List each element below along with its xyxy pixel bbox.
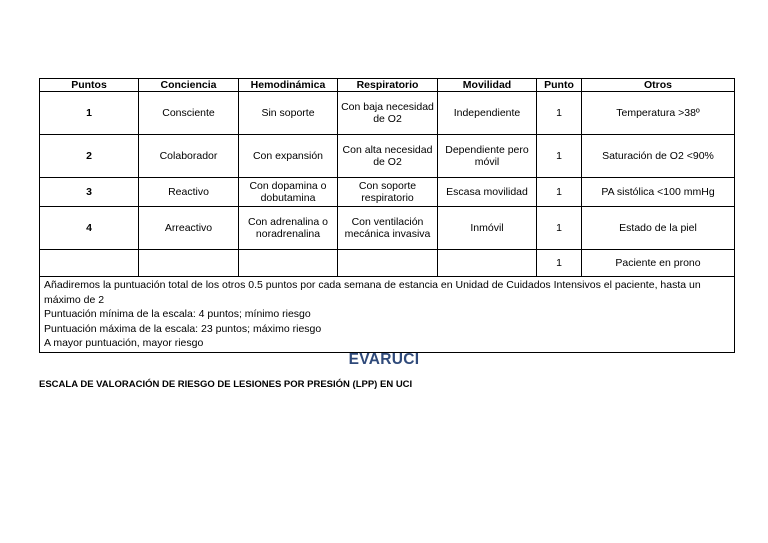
- header-otros: Otros: [582, 79, 735, 92]
- cell-conciencia: Reactivo: [139, 178, 239, 207]
- header-movilidad: Movilidad: [438, 79, 537, 92]
- table-row: [40, 250, 735, 277]
- table-header-row: [40, 79, 735, 92]
- cell-puntos: 1: [40, 92, 139, 135]
- notes-row: [40, 277, 735, 353]
- cell-movilidad: Dependiente pero móvil: [438, 135, 537, 178]
- cell-respiratorio: Con alta necesidad de O2: [338, 135, 438, 178]
- note-line: Puntuación máxima de la escala: 23 puntos; máximo riesgo: [44, 322, 322, 335]
- cell-puntos: 4: [40, 207, 139, 250]
- cell-otros: Temperatura >38º: [582, 92, 735, 135]
- cell-puntos: 3: [40, 178, 139, 207]
- cell-hemodinamica: Con dopamina o dobutamina: [239, 178, 338, 207]
- cell-hemodinamica: Con expansión: [239, 135, 338, 178]
- cell-otros: Paciente en prono: [582, 250, 735, 277]
- table-row: [40, 207, 735, 250]
- notes-cell: [40, 277, 735, 353]
- table-row: [40, 92, 735, 135]
- cell-punto: 1: [537, 92, 582, 135]
- cell-punto: 1: [537, 250, 582, 277]
- header-respiratorio: Respiratorio: [338, 79, 438, 92]
- cell-movilidad: Escasa movilidad: [438, 178, 537, 207]
- cell-respiratorio: Con soporte respiratorio: [338, 178, 438, 207]
- cell-respiratorio: Con baja necesidad de O2: [338, 92, 438, 135]
- table-row: [40, 178, 735, 207]
- cell-movilidad: [438, 250, 537, 277]
- note-line: Puntuación mínima de la escala: 4 puntos; mínimo riesgo: [44, 308, 311, 320]
- cell-puntos: 2: [40, 135, 139, 178]
- cell-movilidad: Independiente: [438, 92, 537, 135]
- cell-respiratorio: Con ventilación mecánica invasiva: [338, 207, 438, 250]
- cell-conciencia: Consciente: [139, 92, 239, 135]
- document-title: EVARUCI: [348, 351, 420, 368]
- cell-punto: 1: [537, 178, 582, 207]
- cell-hemodinamica: Con adrenalina o noradrenalina: [239, 207, 338, 250]
- document-subtitle: ESCALA DE VALORACIÓN DE RIESGO DE LESIONES POR PRESIÓN (LPP) EN UCI: [39, 379, 413, 390]
- cell-punto: 1: [537, 135, 582, 178]
- cell-movilidad: Inmóvil: [438, 207, 537, 250]
- cell-conciencia: Arreactivo: [139, 207, 239, 250]
- cell-otros: Saturación de O2 <90%: [582, 135, 735, 178]
- cell-hemodinamica: [239, 250, 338, 277]
- cell-conciencia: [139, 250, 239, 277]
- header-punto: Punto: [537, 79, 582, 92]
- cell-otros: PA sistólica <100 mmHg: [582, 178, 735, 207]
- cell-otros: Estado de la piel: [582, 207, 735, 250]
- cell-respiratorio: [338, 250, 438, 277]
- note-line: Añadiremos la puntuación total de los otros 0.5 puntos por cada semana de estancia en Unidad de Cuidados Intensivos el paciente, hasta un máximo de 2: [44, 279, 701, 306]
- cell-conciencia: Colaborador: [139, 135, 239, 178]
- cell-puntos: [40, 250, 139, 277]
- cell-hemodinamica: Sin soporte: [239, 92, 338, 135]
- note-line: A mayor puntuación, mayor riesgo: [44, 337, 204, 349]
- header-hemodinamica: Hemodinámica: [239, 79, 338, 92]
- header-conciencia: Conciencia: [139, 79, 239, 92]
- header-puntos: Puntos: [40, 79, 139, 92]
- cell-punto: 1: [537, 207, 582, 250]
- evaruci-scale-table: [39, 78, 735, 353]
- table-row: [40, 135, 735, 178]
